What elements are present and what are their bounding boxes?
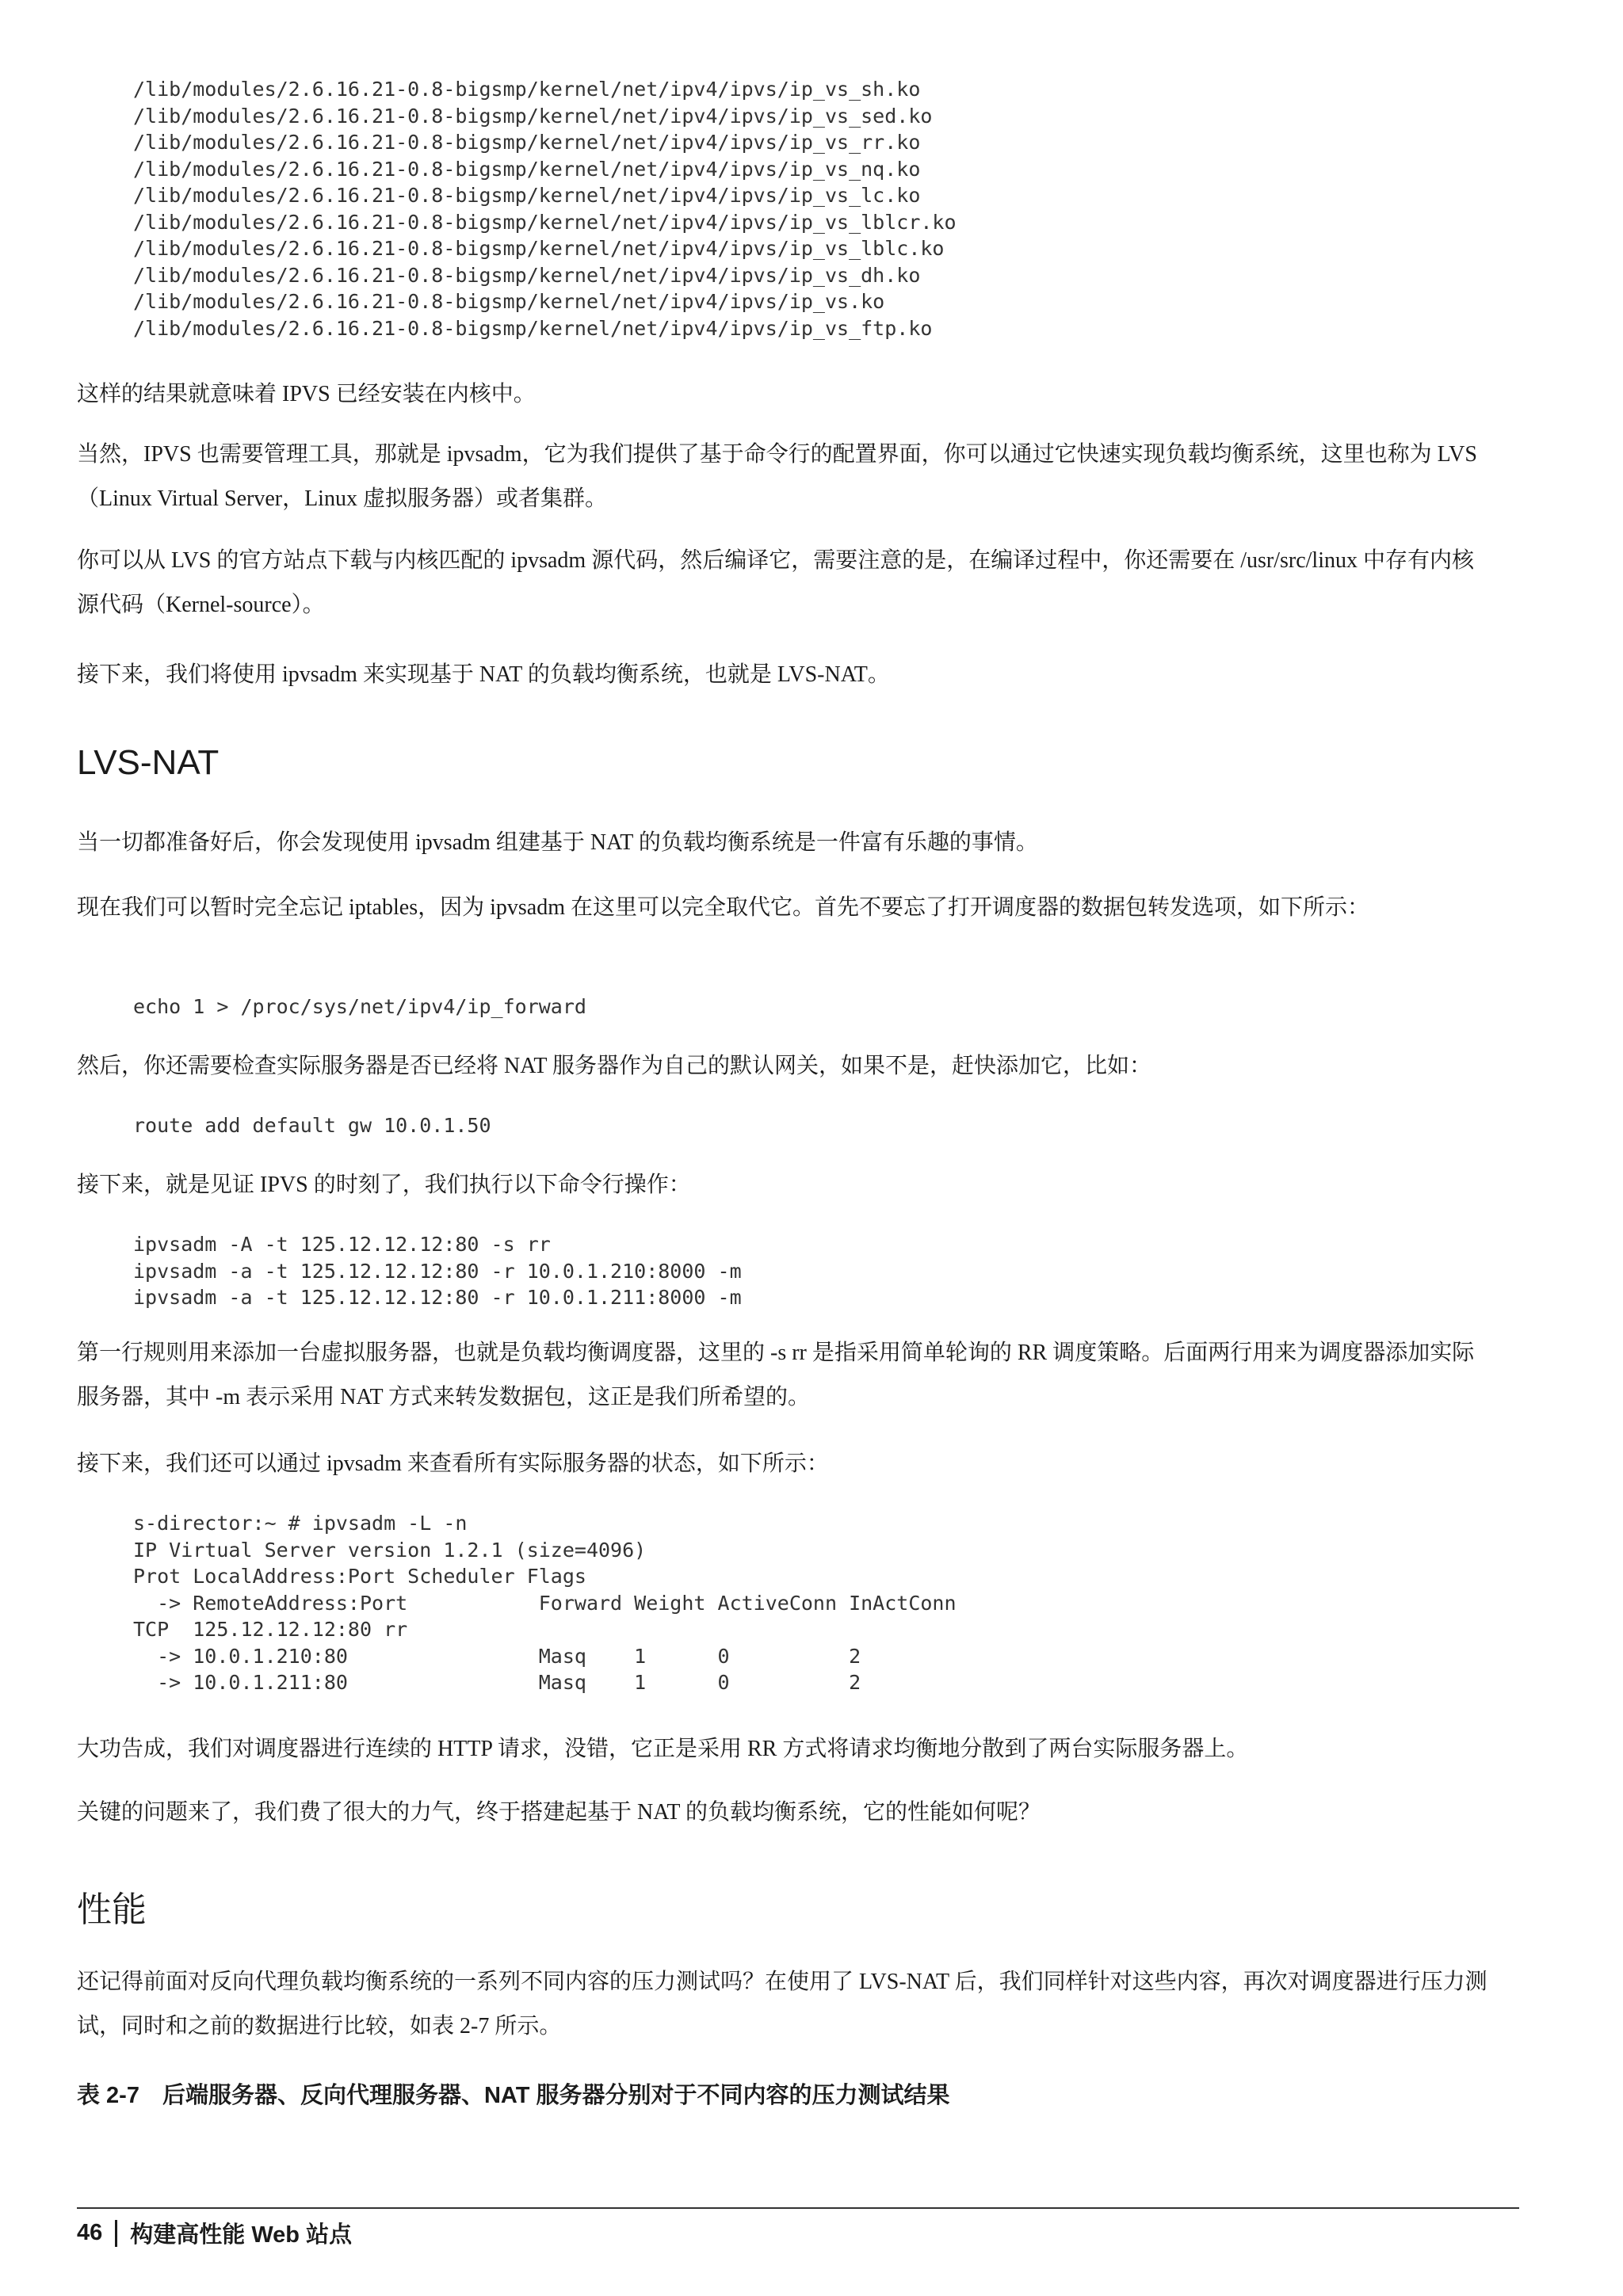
section-heading-lvs-nat: LVS-NAT	[77, 743, 220, 782]
paragraph: 你可以从 LVS 的官方站点下载与内核匹配的 ipvsadm 源代码，然后编译它，需要注意的是，在编译过程中，你还需要在 /usr/src/linux 中存有内核源代码（Kernel-source）。	[77, 548, 1474, 617]
book-title: 构建高性能 Web 站点	[130, 2222, 353, 2248]
paragraph: 第一行规则用来添加一台虚拟服务器，也就是负载均衡调度器，这里的 -s rr 是指采用简单轮询的 RR 调度策略。后面两行用来为调度器添加实际服务器，其中 -m 表示采用 NAT 方式来转发数据包，这正是我们所希望的。	[77, 1341, 1475, 1409]
paragraph: 当然，IPVS 也需要管理工具，那就是 ipvsadm，它为我们提供了基于命令行的配置界面，你可以通过它快速实现负载均衡系统，这里也称为 LVS（Linux Virtual Server，Linux 虚拟服务器）或者集群。	[77, 442, 1477, 511]
code-block-ip-forward: echo 1 > /proc/sys/net/ipv4/ip_forward	[133, 995, 586, 1018]
section-heading-performance: 性能	[77, 1890, 147, 1929]
paragraph: 接下来，我们还可以通过 ipvsadm 来查看所有实际服务器的状态，如下所示：	[77, 1451, 829, 1476]
code-block-module-list: /lib/modules/2.6.16.21-0.8-bigsmp/kernel/net/ipv4/ipvs/ip_vs_sh.ko /lib/modules/2.6.16.21-0.8-bigsmp/kernel/net/ipv4/ipvs/ip_vs_sed.ko /lib/modules/2.6.16.21-0.8-bigsmp/kernel/net/ipv4/ipvs/ip_vs_rr.ko /lib/modules/2.6.16.21-0.8-bigsmp/kernel/net/ipv4/ipvs/ip_vs_nq.ko /lib/modules/2.6.16.21-0.8-bigsmp/kernel/net/ipv4/ipvs/ip_vs_lc.ko /lib/modules/2.6.16.21-0.8-bigsmp/kernel/net/ipv4/ipvs/ip_vs_lblcr.ko /lib/modules/2.6.16.21-0.8-bigsmp/kernel/net/ipv4/ipvs/ip_vs_lblc.ko /lib/modules/2.6.16.21-0.8-bigsmp/kernel/net/ipv4/ipvs/ip_vs_dh.ko /lib/modules/2.6.16.21-0.8-bigsmp/kernel/net/ipv4/ipvs/ip_vs.ko /lib/modules/2.6.16.21-0.8-bigsmp/kernel/net/ipv4/ipvs/ip_vs_ftp.ko	[133, 78, 957, 340]
paragraph: 接下来，就是见证 IPVS 的时刻了，我们执行以下命令行操作：	[77, 1173, 691, 1197]
paragraph: 大功告成，我们对调度器进行连续的 HTTP 请求，没错，它正是采用 RR 方式将请求均衡地分散到了两台实际服务器上。	[77, 1737, 1249, 1761]
footer-divider	[77, 2207, 1519, 2209]
code-block-route: route add default gw 10.0.1.50	[133, 1114, 491, 1137]
paragraph: 接下来，我们将使用 ipvsadm 来实现基于 NAT 的负载均衡系统，也就是 LVS-NAT。	[77, 662, 890, 687]
paragraph: 关键的问题来了，我们费了很大的力气，终于搭建起基于 NAT 的负载均衡系统，它的性能如何呢？	[77, 1800, 1041, 1825]
code-block-ipvsadm-commands: ipvsadm -A -t 125.12.12.12:80 -s rr ipvsadm -a -t 125.12.12.12:80 -r 10.0.1.210:8000 -m ipvsadm -a -t 125.12.12.12:80 -r 10.0.1.211:8000 -m	[133, 1233, 742, 1309]
paragraph: 还记得前面对反向代理负载均衡系统的一系列不同内容的压力测试吗？在使用了 LVS-NAT 后，我们同样针对这些内容，再次对调度器进行压力测试，同时和之前的数据进行比较，如表 2-7 所示。	[77, 1970, 1487, 2039]
paragraph: 这样的结果就意味着 IPVS 已经安装在内核中。	[77, 382, 536, 406]
page-footer	[77, 2217, 352, 2249]
footer-separator	[115, 2220, 117, 2247]
page-number: 46	[77, 2220, 103, 2245]
paragraph: 当一切都准备好后，你会发现使用 ipvsadm 组建基于 NAT 的负载均衡系统是一件富有乐趣的事情。	[77, 830, 1038, 855]
table-caption: 表 2-7 后端服务器、反向代理服务器、NAT 服务器分别对于不同内容的压力测试结果	[77, 2083, 950, 2108]
code-block-ipvsadm-status: s-director:~ # ipvsadm -L -n IP Virtual Server version 1.2.1 (size=4096) Prot LocalAddress:Port Scheduler Flags -> RemoteAddress:Port Forward Weight ActiveConn InActConn TCP 125.12.12.12:80 rr -> 10.0.1.210:80 Masq 1 0 2 -> 10.0.1.211:80 Masq 1 0 2	[133, 1512, 957, 1694]
paragraph: 然后，你还需要检查实际服务器是否已经将 NAT 服务器作为自己的默认网关，如果不是，赶快添加它，比如：	[77, 1054, 1151, 1078]
paragraph: 现在我们可以暂时完全忘记 iptables，因为 ipvsadm 在这里可以完全取代它。首先不要忘了打开调度器的数据包转发选项，如下所示：	[77, 895, 1369, 920]
